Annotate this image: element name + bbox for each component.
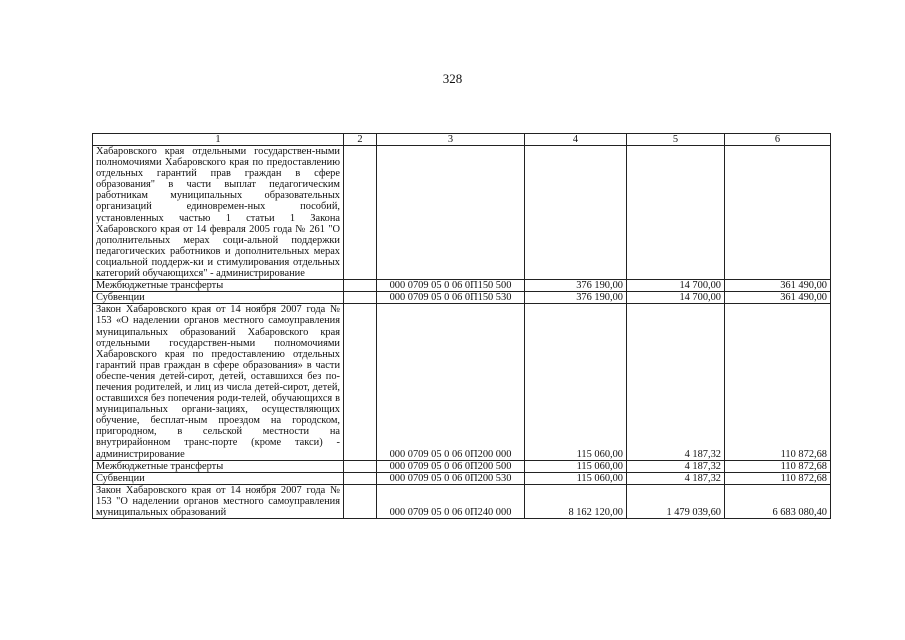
row-description: Закон Хабаровского края от 14 ноября 2007 года № 153 «О наделении органов местного самоуправления муниципальных образований Хабаровского края отдельными государствен-ными полномочиями Хабаровского края по предоставлению отдельных гарантий прав граждан в сфере образования» в части обеспе-чения детей-сирот, детей, оставшихся без по-печения родителей, и лиц из числа детей-сирот, детей, оставшихся без попечения роди-телей, обучающихся в муниципальных органи-зациях, осуществляющих обучение, бесплат-ным проездом на городском, пригородном, в сельской местности на внутрирайонном транс-порте (кроме такси) - администрирование (93, 304, 344, 460)
row-value-6: 361 490,00 (725, 280, 831, 292)
row-value-6: 6 683 080,40 (725, 484, 831, 518)
row-value-5: 14 700,00 (627, 292, 725, 304)
column-header-3: 3 (377, 134, 525, 146)
row-col2 (344, 292, 377, 304)
column-header-2: 2 (344, 134, 377, 146)
row-description: Хабаровского края отдельными государствен-ными полномочиями Хабаровского края по предоставлению отдельных гарантий прав граждан в сфере образования" в части выплат педагогическим работникам муниципальных образовательных организаций единовремен-ных пособий, установленных частью 1 статьи 1 Закона Хабаровского края от 14 февраля 2005 года № 261 "О дополнительных мерах соци-альной поддержки педагогических работников и дополнительных мерах социальной поддерж-ки и стимулирования отдельных категорий обучающихся" - администрирование (93, 146, 344, 280)
row-description: Субвенции (93, 292, 344, 304)
row-col2 (344, 484, 377, 518)
row-col2 (344, 146, 377, 280)
column-header-6: 6 (725, 134, 831, 146)
table-row (93, 280, 831, 292)
row-value-6: 110 872,68 (725, 460, 831, 472)
row-col2 (344, 472, 377, 484)
row-code: 000 0709 05 0 06 0П150 500 (377, 280, 525, 292)
row-description: Межбюджетные трансферты (93, 460, 344, 472)
row-value-5 (627, 146, 725, 280)
row-value-4: 376 190,00 (525, 292, 627, 304)
row-description: Закон Хабаровского края от 14 ноября 2007 года № 153 "О наделении органов местного самоуправления муниципальных образований (93, 484, 344, 518)
table-row (93, 460, 831, 472)
row-description: Субвенции (93, 472, 344, 484)
row-value-4: 115 060,00 (525, 460, 627, 472)
row-value-4: 115 060,00 (525, 472, 627, 484)
row-value-5: 4 187,32 (627, 472, 725, 484)
row-value-6: 110 872,68 (725, 472, 831, 484)
budget-table (92, 133, 831, 519)
row-value-5: 4 187,32 (627, 304, 725, 460)
table-row (93, 304, 831, 460)
row-code: 000 0709 05 0 06 0П200 000 (377, 304, 525, 460)
row-value-6: 361 490,00 (725, 292, 831, 304)
column-header-1: 1 (93, 134, 344, 146)
row-value-5: 1 479 039,60 (627, 484, 725, 518)
row-code: 000 0709 05 0 06 0П240 000 (377, 484, 525, 518)
row-description: Межбюджетные трансферты (93, 280, 344, 292)
row-value-4: 8 162 120,00 (525, 484, 627, 518)
column-header-5: 5 (627, 134, 725, 146)
header-row (93, 134, 831, 146)
table-row (93, 146, 831, 280)
row-code: 000 0709 05 0 06 0П150 530 (377, 292, 525, 304)
table-row (93, 292, 831, 304)
row-value-4: 115 060,00 (525, 304, 627, 460)
page-number: 328 (442, 71, 463, 86)
row-value-4 (525, 146, 627, 280)
row-code (377, 146, 525, 280)
row-value-6 (725, 146, 831, 280)
row-col2 (344, 280, 377, 292)
row-code: 000 0709 05 0 06 0П200 530 (377, 472, 525, 484)
row-value-4: 376 190,00 (525, 280, 627, 292)
table-row (93, 472, 831, 484)
row-value-5: 4 187,32 (627, 460, 725, 472)
table-row (93, 484, 831, 518)
column-header-4: 4 (525, 134, 627, 146)
row-col2 (344, 304, 377, 460)
row-value-6: 110 872,68 (725, 304, 831, 460)
row-col2 (344, 460, 377, 472)
row-code: 000 0709 05 0 06 0П200 500 (377, 460, 525, 472)
row-value-5: 14 700,00 (627, 280, 725, 292)
